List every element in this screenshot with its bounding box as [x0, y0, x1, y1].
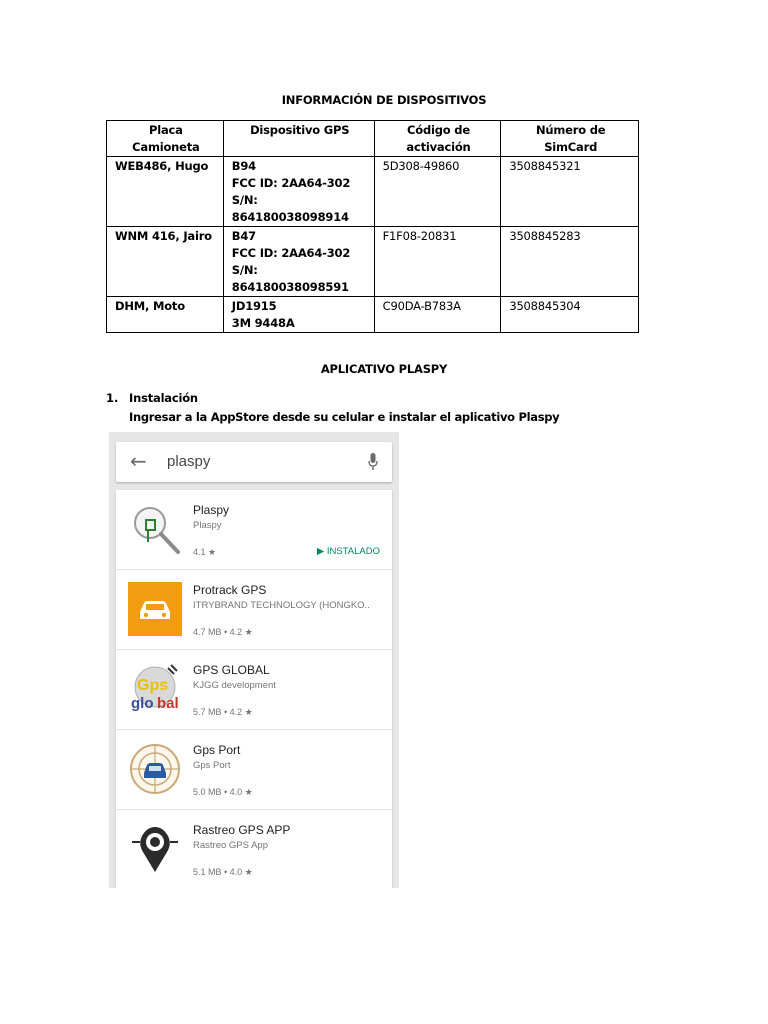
cell-gps	[223, 297, 374, 333]
cell-sim: 3508845321	[501, 157, 639, 227]
app-meta: 5.1 MB • 4.0 ★	[193, 867, 253, 877]
app-meta: 5.7 MB • 4.2 ★	[193, 707, 253, 717]
table-header-row	[107, 121, 639, 157]
installed-badge	[317, 546, 380, 557]
search-input[interactable]: plaspy	[167, 453, 211, 470]
list-item[interactable]	[116, 490, 392, 570]
play-icon: ▶	[316, 546, 327, 557]
app-name: Rastreo GPS APP	[193, 823, 291, 837]
cell-plate: DHM, Moto	[107, 297, 224, 333]
search-bar[interactable]	[116, 442, 392, 482]
step-text: Ingresar a la AppStore desde su celular e instalar el aplicativo Plaspy	[129, 410, 560, 424]
gps-serial: 3M 9448A	[231, 316, 295, 330]
table-row	[107, 227, 639, 297]
list-item[interactable]	[116, 730, 392, 810]
app-name: Gps Port	[193, 743, 241, 757]
header-sim: Número de SimCard	[501, 121, 639, 157]
table-row	[107, 157, 639, 227]
cell-code: F1F08-20831	[374, 227, 501, 297]
cell-code: 5D308-49860	[374, 157, 501, 227]
gps-serial: S/N: 864180038098591	[231, 263, 349, 294]
header-code: Código de activación	[374, 121, 501, 157]
gps-fcc: FCC ID: 2AA64-302	[231, 246, 351, 260]
cell-gps	[223, 227, 374, 297]
gps-global-icon	[128, 662, 182, 716]
table-row	[107, 297, 639, 333]
magnifier-icon	[128, 502, 182, 556]
map-pin-icon	[128, 822, 182, 876]
header-plate: Placa Camioneta	[107, 121, 224, 157]
devices-table	[106, 120, 639, 333]
list-item[interactable]	[116, 570, 392, 650]
step-title: Instalación	[129, 391, 198, 405]
section-title: APLICATIVO PLASPY	[320, 362, 448, 376]
results-list	[116, 490, 392, 888]
cell-sim: 3508845304	[501, 297, 639, 333]
svg-text:Gps: Gps	[137, 677, 169, 694]
app-developer: KJGG development	[193, 680, 276, 691]
svg-text:glo: glo	[131, 695, 154, 712]
app-meta: 4.7 MB • 4.2 ★	[193, 627, 253, 637]
app-name: Plaspy	[193, 503, 230, 517]
app-meta: 4.1 ★	[193, 547, 217, 557]
cell-gps	[223, 157, 374, 227]
microphone-icon[interactable]	[368, 453, 378, 471]
app-developer: Gps Port	[193, 760, 231, 771]
phone-screenshot	[109, 432, 399, 888]
cell-sim: 3508845283	[501, 227, 639, 297]
gps-model: B47	[231, 229, 256, 243]
crosshair-car-icon	[128, 742, 182, 796]
gps-serial: S/N: 864180038098914	[231, 193, 349, 224]
list-item[interactable]	[116, 650, 392, 730]
arrow-left-icon[interactable]: ←	[130, 449, 147, 473]
svg-text:bal: bal	[157, 695, 179, 712]
app-developer: ITRYBRAND TECHNOLOGY (HONGKO..	[193, 600, 370, 611]
app-meta: 5.0 MB • 4.0 ★	[193, 787, 253, 797]
step-number: 1.	[106, 391, 119, 405]
cell-plate: WEB486, Hugo	[107, 157, 224, 227]
app-name: Protrack GPS	[193, 583, 267, 597]
app-developer: Plaspy	[193, 520, 222, 531]
list-item[interactable]	[116, 810, 392, 888]
cell-plate: WNM 416, Jairo	[107, 227, 224, 297]
gps-model: B94	[231, 159, 256, 173]
installed-label: INSTALADO	[326, 546, 380, 557]
header-gps: Dispositivo GPS	[223, 121, 374, 157]
cell-code: C90DA-B783A	[374, 297, 501, 333]
app-name: GPS GLOBAL	[193, 663, 270, 677]
gps-fcc: FCC ID: 2AA64-302	[231, 176, 351, 190]
gps-model: JD1915	[231, 299, 277, 313]
car-orange-icon	[128, 582, 182, 636]
app-developer: Rastreo GPS App	[193, 840, 268, 851]
document-title: INFORMACIÓN DE DISPOSITIVOS	[281, 93, 487, 107]
